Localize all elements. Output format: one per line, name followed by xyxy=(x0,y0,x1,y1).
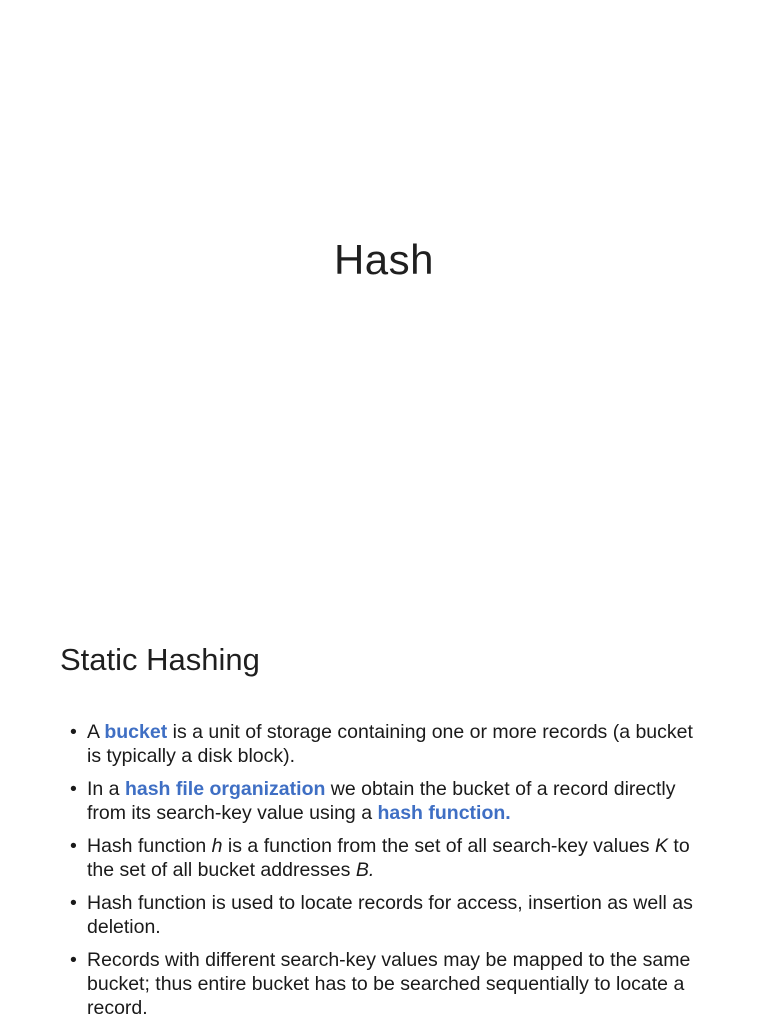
bullet-item-same-bucket xyxy=(70,948,710,1020)
section-heading: Static Hashing xyxy=(60,642,260,677)
bullet-text: we obtain the bucket of a record directly from its search-key value using a xyxy=(87,778,676,824)
bullet-text: is a function from the set of all search-key values xyxy=(222,835,655,857)
keyword-hash-function: hash function. xyxy=(377,802,511,824)
bullet-item-bucket xyxy=(70,720,710,768)
bullet-item-hash-file-organization xyxy=(70,777,710,825)
bullet-text: In a xyxy=(87,778,125,800)
bullet-text: A xyxy=(87,721,105,743)
bullet-marker: • xyxy=(70,778,77,800)
bullet-item-locate-records xyxy=(70,891,710,939)
bullet-text: is a unit of storage containing one or more records (a bucket is typically a disk block). xyxy=(87,721,693,767)
italic-b: B. xyxy=(355,859,375,881)
bullet-item-hash-function-definition xyxy=(70,834,710,882)
keyword-hash-file-organization: hash file organization xyxy=(124,778,326,800)
italic-k: K xyxy=(654,835,668,857)
bullet-marker: • xyxy=(70,835,77,857)
bullet-text: Hash function is used to locate records for access, insertion as well as deletion. xyxy=(87,892,693,938)
keyword-bucket: bucket xyxy=(104,721,168,743)
bullet-text: to the set of all bucket addresses xyxy=(87,835,690,881)
bullet-marker: • xyxy=(70,721,77,743)
bullet-text: Hash function xyxy=(87,835,212,857)
bullet-text: Records with different search-key values may be mapped to the same bucket; thus entire bucket has to be searched sequentially to locate a record. xyxy=(87,949,691,1019)
slide-title: Hash xyxy=(333,236,435,283)
content-slide xyxy=(0,600,768,1024)
bullet-list xyxy=(70,720,710,1024)
italic-h: h xyxy=(211,835,223,857)
bullet-marker: • xyxy=(70,892,77,914)
bullet-marker: • xyxy=(70,949,77,971)
